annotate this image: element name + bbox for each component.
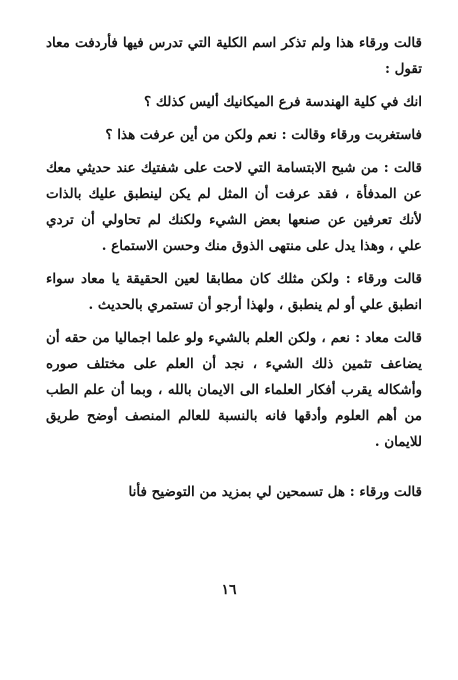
paragraph-2: انك في كلية الهندسة فرع الميكانيك أليس كذلك ؟ <box>144 94 422 110</box>
paragraph-3: فاستغربت ورقاء وقالت : نعم ولكن من أين عرفت هذا ؟ <box>105 127 422 143</box>
paragraph-6: قالت معاد : نعم ، ولكن العلم بالشيء ولو علما اجماليا من حقه أن يضاعف تثمين ذلك الشيء ، نجد أن العلم على مختلف صوره وأشكاله يقرب أفكار العلماء الى الايمان بالله ، وبما أن علم الطب من أهم العلوم وأدقها فانه بالنسبة للعالم المنصف أوضح طريق للايمان . <box>46 330 422 450</box>
page-number: ١٦ <box>221 582 237 598</box>
paragraph-1: قالت ورقاء هذا ولم تذكر اسم الكلية التي تدرس فيها فأردفت معاد تقول : <box>46 35 422 77</box>
paragraph-4: قالت : من شبح الابتسامة التي لاحت على شفتيك عند حديثي معك عن المدفأة ، فقد عرفت أن المثل لم يكن لينطبق عليك بالذات لأنك تعرفين عن صنعها بعض الشيء ولكنك لم تحاولي أن تردي علي ، وهذا يدل على منتهى الذوق منك وحسن الاستماع . <box>46 160 422 254</box>
paragraph-5: قالت ورقاء : ولكن مثلك كان مطابقا لعين الحقيقة يا معاد سواء انطبق علي أو لم ينطبق ، ولهذا أرجو أن تستمري بالحديث . <box>46 271 422 313</box>
page-body-text <box>46 30 422 505</box>
paragraph-7: قالت ورقاء : هل تسمحين لي بمزيد من التوضيح فأنا <box>128 484 422 500</box>
